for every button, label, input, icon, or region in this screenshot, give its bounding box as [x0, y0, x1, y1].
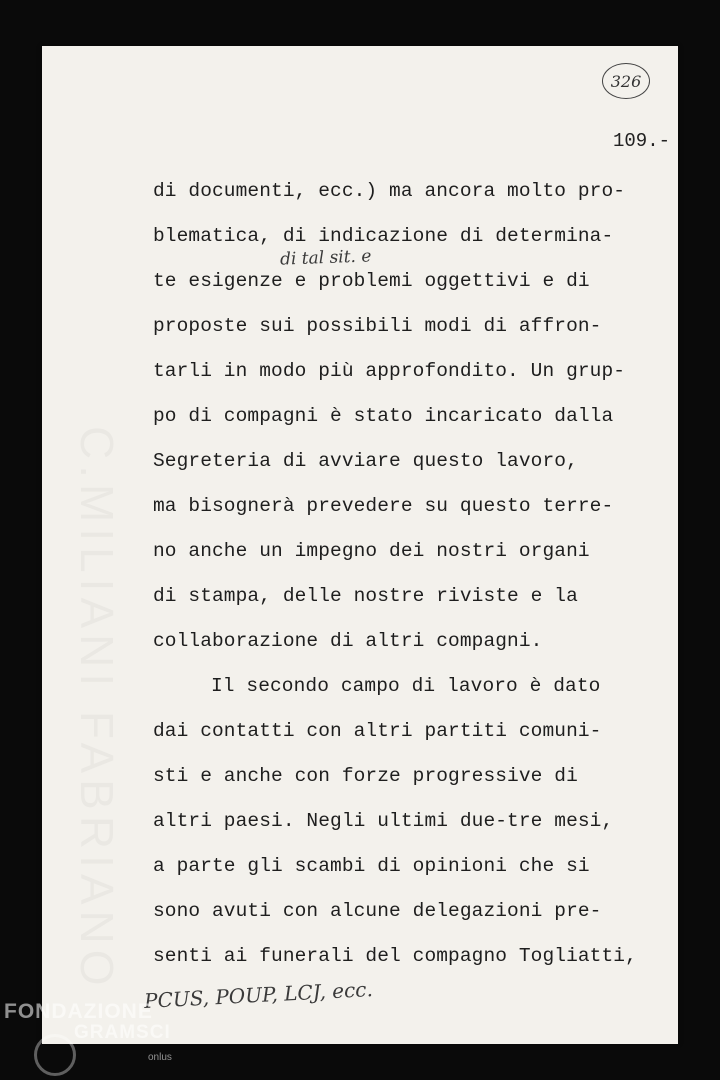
logo-line1: FONDAZIONE	[4, 1000, 153, 1023]
text-line: di documenti, ecc.) ma ancora molto pro-	[153, 180, 626, 202]
handwritten-margin-note: PCUS, POUP, LCJ, ecc.	[143, 977, 374, 1013]
text-line: altri paesi. Negli ultimi due-tre mesi,	[153, 810, 614, 832]
text-line: te esigenze e problemi oggettivi e di	[153, 270, 590, 292]
text-line: collaborazione di altri compagni.	[153, 630, 543, 652]
text-line: sono avuti con alcune delegazioni pre-	[153, 900, 602, 922]
paragraph-start-line: Il secondo campo di lavoro è dato	[211, 675, 601, 697]
text-line: Segreteria di avviare questo lavoro,	[153, 450, 578, 472]
text-line: a parte gli scambi di opinioni che si	[153, 855, 590, 877]
text-line: dai contatti con altri partiti comuni-	[153, 720, 602, 742]
text-line: sti e anche con forze progressive di	[153, 765, 578, 787]
text-line: senti ai funerali del compagno Togliatti,	[153, 945, 637, 967]
text-line: no anche un impegno dei nostri organi	[153, 540, 590, 562]
paper-watermark	[70, 426, 124, 992]
handwritten-insertion: di tal sit. e	[279, 246, 372, 270]
archive-number: 326	[610, 71, 642, 91]
text-line: di stampa, delle nostre riviste e la	[153, 585, 578, 607]
text-line: blematica, di indicazione di determina-	[153, 225, 614, 247]
logo-line3: onlus	[148, 1052, 172, 1063]
logo-line2: GRAMSCI	[74, 1022, 171, 1043]
logo-ring-icon	[34, 1034, 76, 1076]
text-line: tarli in modo più approfondito. Un grup-	[153, 360, 626, 382]
fondazione-gramsci-logo	[4, 1000, 172, 1063]
archive-number-stamp	[602, 63, 650, 99]
text-line: ma bisognerà prevedere su questo terre-	[153, 495, 614, 517]
text-line: proposte sui possibili modi di affron-	[153, 315, 602, 337]
text-line: po di compagni è stato incaricato dalla	[153, 405, 614, 427]
page-number: 109.-	[613, 130, 671, 152]
